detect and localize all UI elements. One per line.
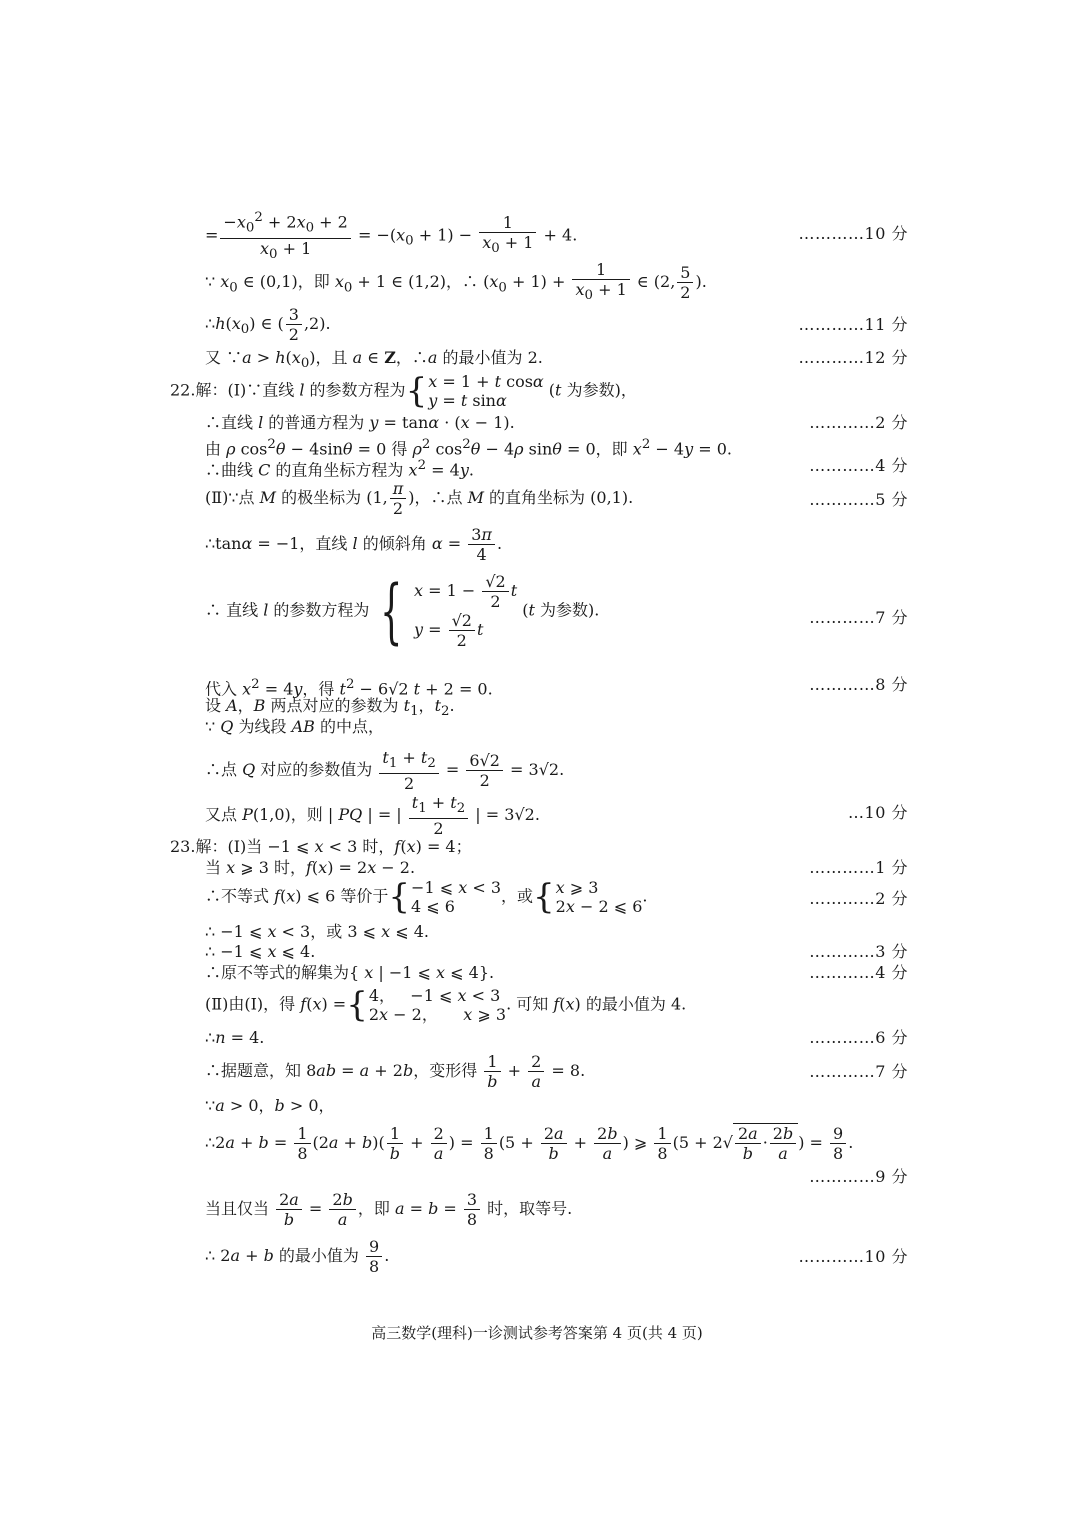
score-mark: …………2 分 xyxy=(809,413,908,432)
score-mark: …………7 分 xyxy=(809,608,908,627)
score-mark: …………10 分 xyxy=(798,1247,908,1266)
math-line-15: ∴点 Q 对应的参数值为 $\frac{t_1 + t_2}{2}$ = $\frac{6√2}{2}$ = 3√2. xyxy=(205,748,565,794)
score-mark: …………9 分 xyxy=(809,1167,908,1186)
math-line-7: 由 ρ $\cos^2\theta - 4\sin\theta = 0$ 得 $\rho^2$ $\cos^2\theta - 4\rho$ sinθ = 0，即 $x^2 - 4y = 0$. xyxy=(205,437,732,459)
score-mark: …………2 分 xyxy=(809,889,908,908)
score-mark: …10 分 xyxy=(848,803,908,822)
score-mark: …………7 分 xyxy=(809,1062,908,1081)
math-line-29: ∴ 2a + b 的最小值为 $\frac{9}{8}$ . xyxy=(205,1237,390,1276)
math-line-26: ∵a > 0，b > 0， xyxy=(205,1096,335,1115)
math-line-5: 22.解：(Ⅰ)∵直线 l 的参数方程为{ x = 1 + t cosα y = t sinα (t 为参数)， xyxy=(170,371,637,411)
math-line-20: ∴ −1 ⩽ x < 3，或 3 ⩽ x ⩽ 4. xyxy=(205,922,429,941)
score-mark: …………3 分 xyxy=(809,942,908,961)
math-line-24: ∴n = 4. xyxy=(205,1028,265,1047)
math-line-2: ∵ $x_0$ ∈ (0,1)，即 $x_0 + 1$ ∈ (1,2)，∴ $(x_0 + 1)$ + $\frac{1}{x_0 + 1}$ ∈ (2, $\frac{5}{2}$ ). xyxy=(205,260,707,304)
math-line-23: (Ⅱ)由(Ⅰ)，得 f(x) ={ 4， −1 ⩽ x < 3 2x − 2， x ⩾ 3 . 可知 f(x) 的最小值为 4. xyxy=(205,985,687,1025)
score-mark: …………5 分 xyxy=(809,490,908,509)
math-line-9: (Ⅱ)∵点 M 的极坐标为 (1, $\frac{\pi}{2}$ )，∴点 M 的直角坐标为 (0,1). xyxy=(205,479,634,518)
math-line-28: 当且仅当 $\frac{2a}{b}$ = $\frac{2b}{a}$ ，即 a = b = $\frac{3}{8}$ 时，取等号. xyxy=(205,1190,573,1229)
score-mark: …………1 分 xyxy=(809,858,908,877)
math-line-4: 又 ∵a > $h(x_0)$，且 a ∈ Z，∴a 的最小值为 2. xyxy=(205,348,543,372)
score-mark: …………4 分 xyxy=(809,456,908,475)
math-line-21: ∴ −1 ⩽ x ⩽ 4. xyxy=(205,942,316,961)
math-line-6: ∴直线 l 的普通方程为 y = tanα · (x − 1). xyxy=(205,413,515,432)
math-line-14: ∵ Q 为线段 AB 的中点， xyxy=(205,717,384,736)
math-line-27: ∴2a + b = $\frac{1}{8}$ (2a + b)( $\frac{1}{b}$ + $\frac{2}{a}$ ) = $\frac{1}{8}$ (5 + $\frac{2a}{b}$ + $\frac{2b}{a}$ ) ⩾ $\frac{1}{8}$ (5 + 2√ $\frac{2a}{b}$ · $\frac{2b}{a}$ ) = $\frac{9}{8}$ . xyxy=(205,1124,854,1163)
math-line-25: ∴据题意，知 8ab = a + 2b，变形得 $\frac{1}{b}$ + $\frac{2}{a}$ = 8. xyxy=(205,1052,586,1091)
math-line-10: ∴tanα = −1，直线 l 的倾斜角 α = $\frac{3\pi}{4}$ . xyxy=(205,525,503,564)
math-line-18: 当 x ⩾ 3 时，f(x) = 2x − 2. xyxy=(205,858,416,877)
score-mark: …………11 分 xyxy=(798,315,908,334)
math-line-8: ∴曲线 C 的直角坐标方程为 $x^2 = 4y$. xyxy=(205,458,474,480)
score-mark: …………4 分 xyxy=(809,963,908,982)
score-mark: …………6 分 xyxy=(809,1028,908,1047)
math-line-1: = $\frac{-x_0^2 + 2x_0 + 2}{x_0 + 1}$ = $-(x_0 + 1)$ − $\frac{1}{x_0 + 1}$ + 4. xyxy=(205,210,578,262)
page-footer: 高三数学(理科)一诊测试参考答案第 4 页(共 4 页) xyxy=(371,1324,703,1342)
math-line-12: 代入 $x^2 = 4y$，得 $t^2 - 6√2$ t + 2 = 0. xyxy=(205,677,493,699)
math-line-13: 设 A，B 两点对应的参数为 $t_1$，$t_2$. xyxy=(205,696,455,720)
math-line-19: ∴不等式 f(x) ⩽ 6 等价于{ −1 ⩽ x < 3 4 ⩽ 6 ，或{ x ⩾ 3 2x − 2 ⩽ 6 . xyxy=(205,877,648,917)
math-line-17: 23.解：(Ⅰ)当 −1 ⩽ x < 3 时，f(x) = 4； xyxy=(170,837,472,856)
math-line-3: $\therefore h(x_0)$ ∈ ( $\frac{3}{2}$ ,2). xyxy=(205,305,331,344)
score-mark: …………8 分 xyxy=(809,675,908,694)
math-line-22: ∴原不等式的解集为{ x | −1 ⩽ x ⩽ 4}. xyxy=(205,963,495,982)
math-line-16: 又点 P(1,0)，则 | PQ | = | $\frac{t_1 + t_2}{2}$ | = 3√2. xyxy=(205,793,540,839)
math-line-11: ∴ 直线 l 的参数方程为 { x = 1 − $\frac{√2}{2}$ t y = $\frac{√2}{2}$ t (t 为参数). xyxy=(205,570,600,652)
score-mark: …………12 分 xyxy=(798,348,908,367)
score-mark: …………10 分 xyxy=(798,224,908,243)
line-source xyxy=(0,0,1,1)
